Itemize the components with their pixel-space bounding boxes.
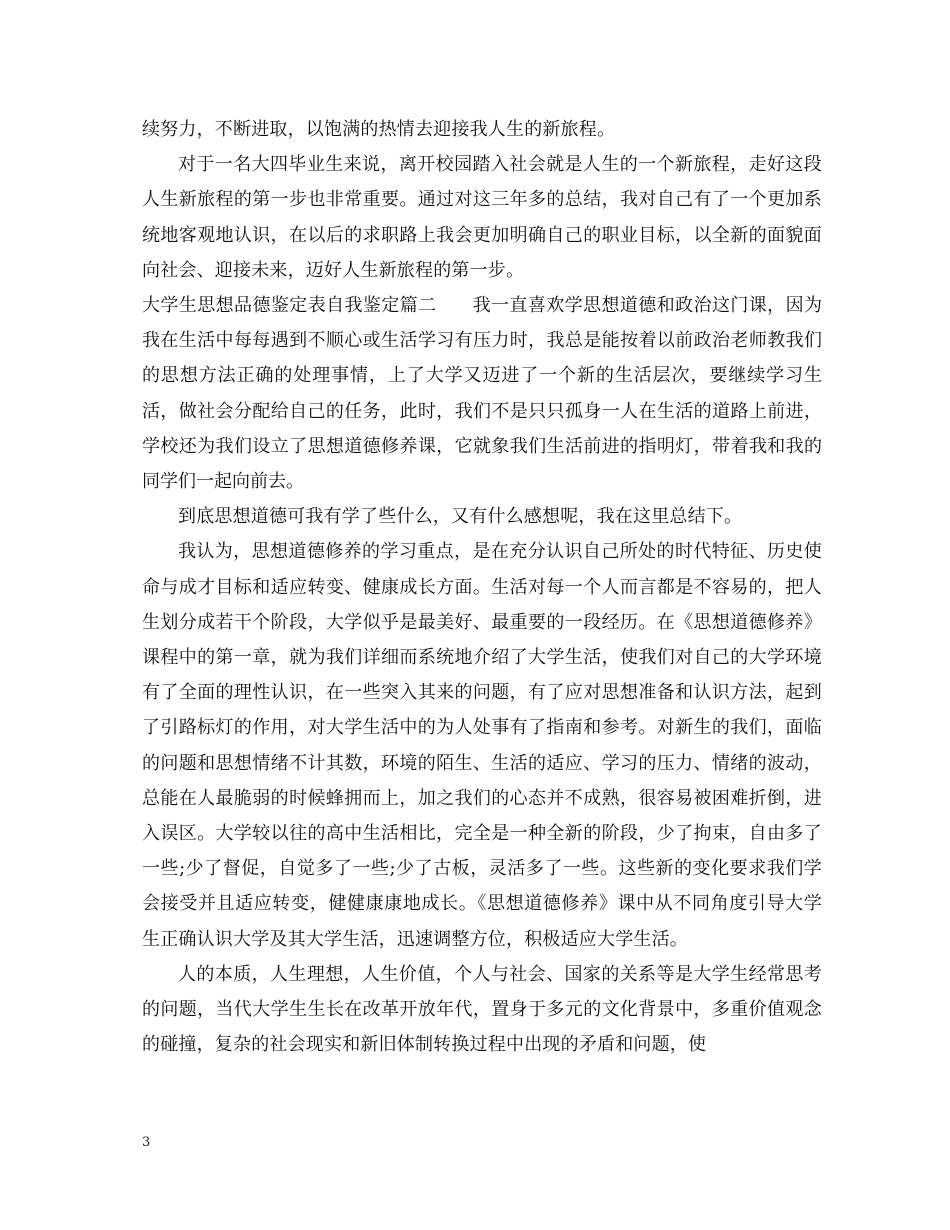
- paragraph-study-focus: 我认为，思想道德修养的学习重点，是在充分认识自己所处的时代特征、历史使命与成才目标和适应转变、健康成长方面。生活对每一个人而言都是不容易的，把人生划分成若干个阶段，大学似乎是最美好、最重要的一段经历。在《思想道德修养》课程中的第一章，就为我们详细而系统地介绍了大学生活，使我们对自己的大学环境有了全面的理性认识，在一些突入其来的问题，有了应对思想准备和认识方法，起到了引路标灯的作用，对大学生活中的为人处事有了指南和参考。对新生的我们，面临的问题和思想情绪不计其数，环境的陌生、生活的适应、学习的压力、情绪的波动，总能在人最脆弱的时候蜂拥而上，加之我们的心态并不成熟，很容易被困难折倒，进入误区。大学较以往的高中生活相比，完全是一种全新的阶段，少了拘束，自由多了一些;少了督促，自觉多了一些;少了古板，灵活多了一些。这些新的变化要求我们学会接受并且适应转变，健健康康地成长。《思想道德修养》课中从不同角度引导大学生正确认识大学及其大学生活，迅速调整方位，积极适应大学生活。: [142, 541, 822, 950]
- document-body: [142, 112, 822, 1062]
- paragraph-graduation: 对于一名大四毕业生来说，离开校园踏入社会就是人生的一个新旅程，走好这段人生新旅程的第一步也非常重要。通过对这三年多的总结，我对自己有了一个更加系统地客观地认识，在以后的求职路上我会更加明确自己的职业目标，以全新的面貌面向社会、迎接未来，迈好人生新旅程的第一步。: [142, 154, 822, 281]
- section-first-text: 我一直喜欢学思想道德和政治这门课，因为我在生活中每每遇到不顺心或生活学习有压力时，我总是能按着以前政治老师教我们的思想方法正确的处理事情，上了大学又迈进了一个新的生活层次，要继续学习生活，做社会分配给自己的任务，此时，我们不是只只孤身一人在生活的道路上前进，学校还为我们设立了思想道德修养课，它就象我们生活前进的指明灯，带着我和我的同学们一起向前去。: [142, 295, 823, 493]
- paragraph-summary-intro: 到底思想道德可我有学了些什么，又有什么感想呢，我在这里总结下。: [178, 506, 743, 528]
- paragraph-continuation: 续努力，不断进取，以饱满的热情去迎接我人生的新旅程。: [142, 119, 616, 140]
- section-heading-paragraph: [142, 288, 822, 499]
- page-number: 3: [142, 1135, 151, 1150]
- paragraph-human-nature: 人的本质，人生理想，人生价值，个人与社会、国家的关系等是大学生经常思考的问题，当代大学生生长在改革开放年代，置身于多元的文化背景中，多重价值观念的碰撞，复杂的社会现实和新旧体制转换过程中出现的矛盾和问题，使: [142, 963, 822, 1056]
- section-heading: 大学生思想品德鉴定表自我鉴定篇二: [142, 295, 437, 317]
